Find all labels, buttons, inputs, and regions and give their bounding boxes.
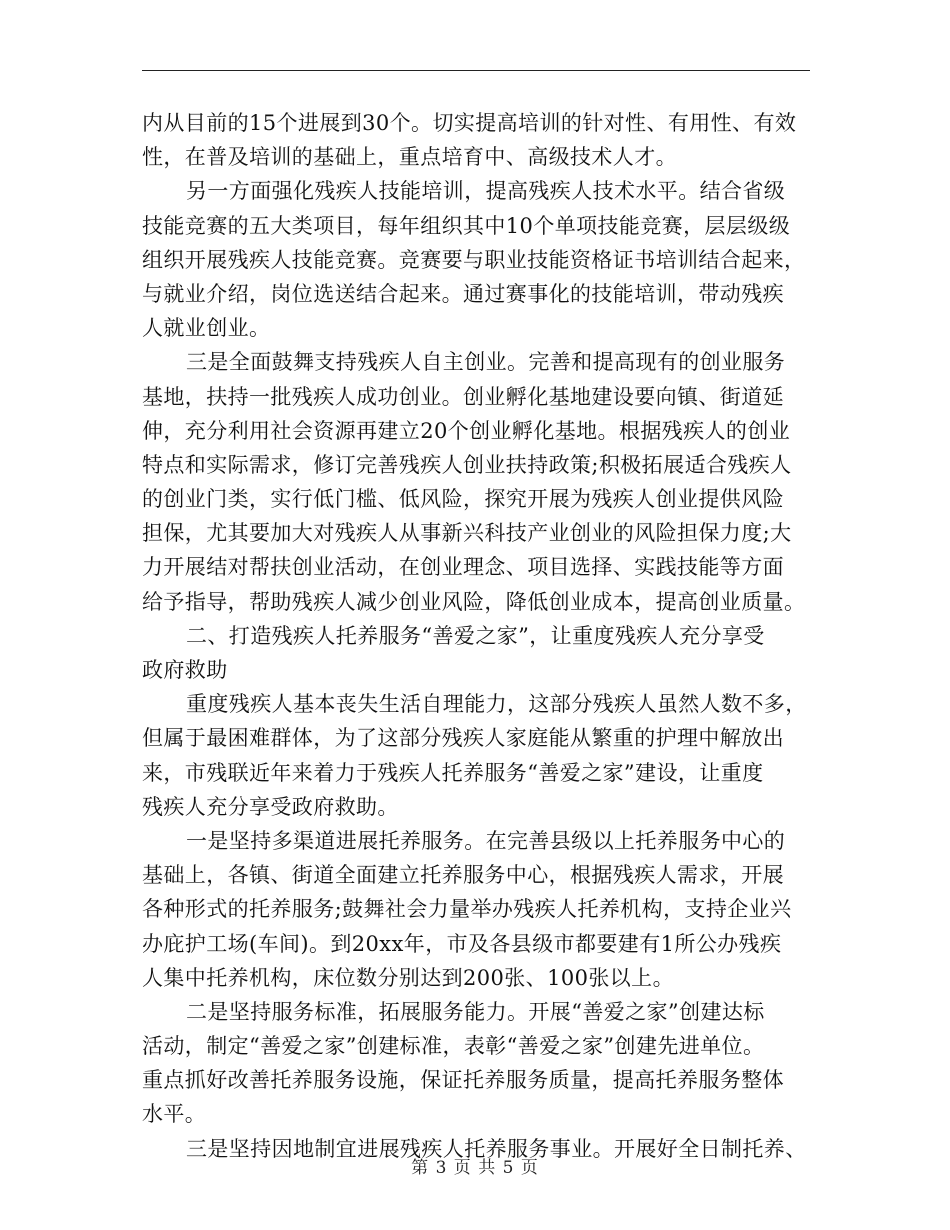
text-line: 与就业介绍，岗位选送结合起来。通过赛事化的技能培训，带动残疾 (142, 281, 784, 306)
text-line: 担保，尤其要加大对残疾人从事新兴科技产业创业的风险担保力度;大 (142, 521, 792, 546)
text-line: 三是坚持因地制宜进展残疾人托养服务事业。开展好全日制托养、 (186, 1136, 807, 1161)
text-line: 技能竞赛的五大类项目，每年组织其中10个单项技能竞赛，层层级级 (142, 213, 791, 238)
text-line: 水平。 (142, 1102, 207, 1127)
paragraph (142, 687, 810, 824)
text-line: 内从目前的15个进展到30个。切实提高培训的针对性、有用性、有效 (142, 111, 797, 135)
paragraph (142, 106, 810, 174)
page-number-footer: 第 3 页 共 5 页 (411, 1158, 539, 1178)
text-line: 力开展结对帮扶创业活动，在创业理念、项目选择、实践技能等方面 (142, 555, 784, 580)
text-line: 三是全面鼓舞支持残疾人自主创业。完善和提高现有的创业服务 (186, 350, 786, 375)
text-line: 组织开展残疾人技能竞赛。竞赛要与职业技能资格证书培训结合起来， (142, 247, 806, 272)
text-line: 人就业创业。 (142, 316, 271, 341)
text-line: 给予指导，帮助残疾人减少创业风险，降低创业成本，提高创业质量。 (142, 589, 806, 614)
text-line: 的创业门类，实行低门槛、低风险，探究开展为残疾人创业提供风险 (142, 487, 784, 512)
text-line: 人集中托养机构，床位数分别达到200张、100张以上。 (142, 965, 674, 990)
text-line: 基础上，各镇、街道全面建立托养服务中心，根据残疾人需求，开展 (142, 863, 784, 888)
text-line: 一是坚持多渠道进展托养服务。在完善县级以上托养服务中心的 (186, 828, 786, 853)
text-line: 重度残疾人基本丧失生活自理能力，这部分残疾人虽然人数不多， (186, 692, 807, 717)
text-line: 二、打造残疾人托养服务“善爱之家”，让重度残疾人充分享受 (186, 623, 765, 648)
paragraph (142, 619, 810, 687)
header-rule (142, 70, 810, 71)
text-line: 政府救助 (142, 658, 228, 682)
text-line: 各种形式的托养服务;鼓舞社会力量举办残疾人托养机构，支持企业兴 (142, 897, 792, 922)
text-line: 基地，扶持一批残疾人成功创业。创业孵化基地建设要向镇、街道延 (142, 384, 784, 409)
document-body (142, 106, 810, 1166)
text-line: 特点和实际需求，修订完善残疾人创业扶持政策;积极拓展适合残疾人 (142, 452, 792, 477)
text-line: 性，在普及培训的基础上，重点培育中、高级技术人才。 (142, 145, 677, 170)
text-line: 活动，制定“善爱之家”创建标准，表彰“善爱之家”创建先进单位。 (142, 1034, 765, 1059)
text-line: 二是坚持服务标准，拓展服务能力。开展“善爱之家”创建达标 (186, 999, 765, 1024)
paragraph (142, 345, 810, 619)
paragraph (142, 995, 810, 1132)
paragraph (142, 824, 810, 995)
text-line: 另一方面强化残疾人技能培训，提高残疾人技术水平。结合省级 (186, 179, 786, 204)
text-line: 伸，充分利用社会资源再建立20个创业孵化基地。根据残疾人的创业 (142, 418, 791, 443)
text-line: 但属于最困难群体，为了这部分残疾人家庭能从繁重的护理中解放出 (142, 726, 784, 751)
text-line: 重点抓好改善托养服务设施，保证托养服务质量，提高托养服务整体 (142, 1068, 784, 1093)
text-line: 办庇护工场(车间)。到20xx年，市及各县级市都要建有1所公办残疾 (142, 931, 782, 956)
text-line: 残疾人充分享受政府救助。 (142, 794, 399, 819)
paragraph (142, 174, 810, 345)
text-line: 来，市残联近年来着力于残疾人托养服务“善爱之家”建设，让重度 (142, 760, 764, 785)
